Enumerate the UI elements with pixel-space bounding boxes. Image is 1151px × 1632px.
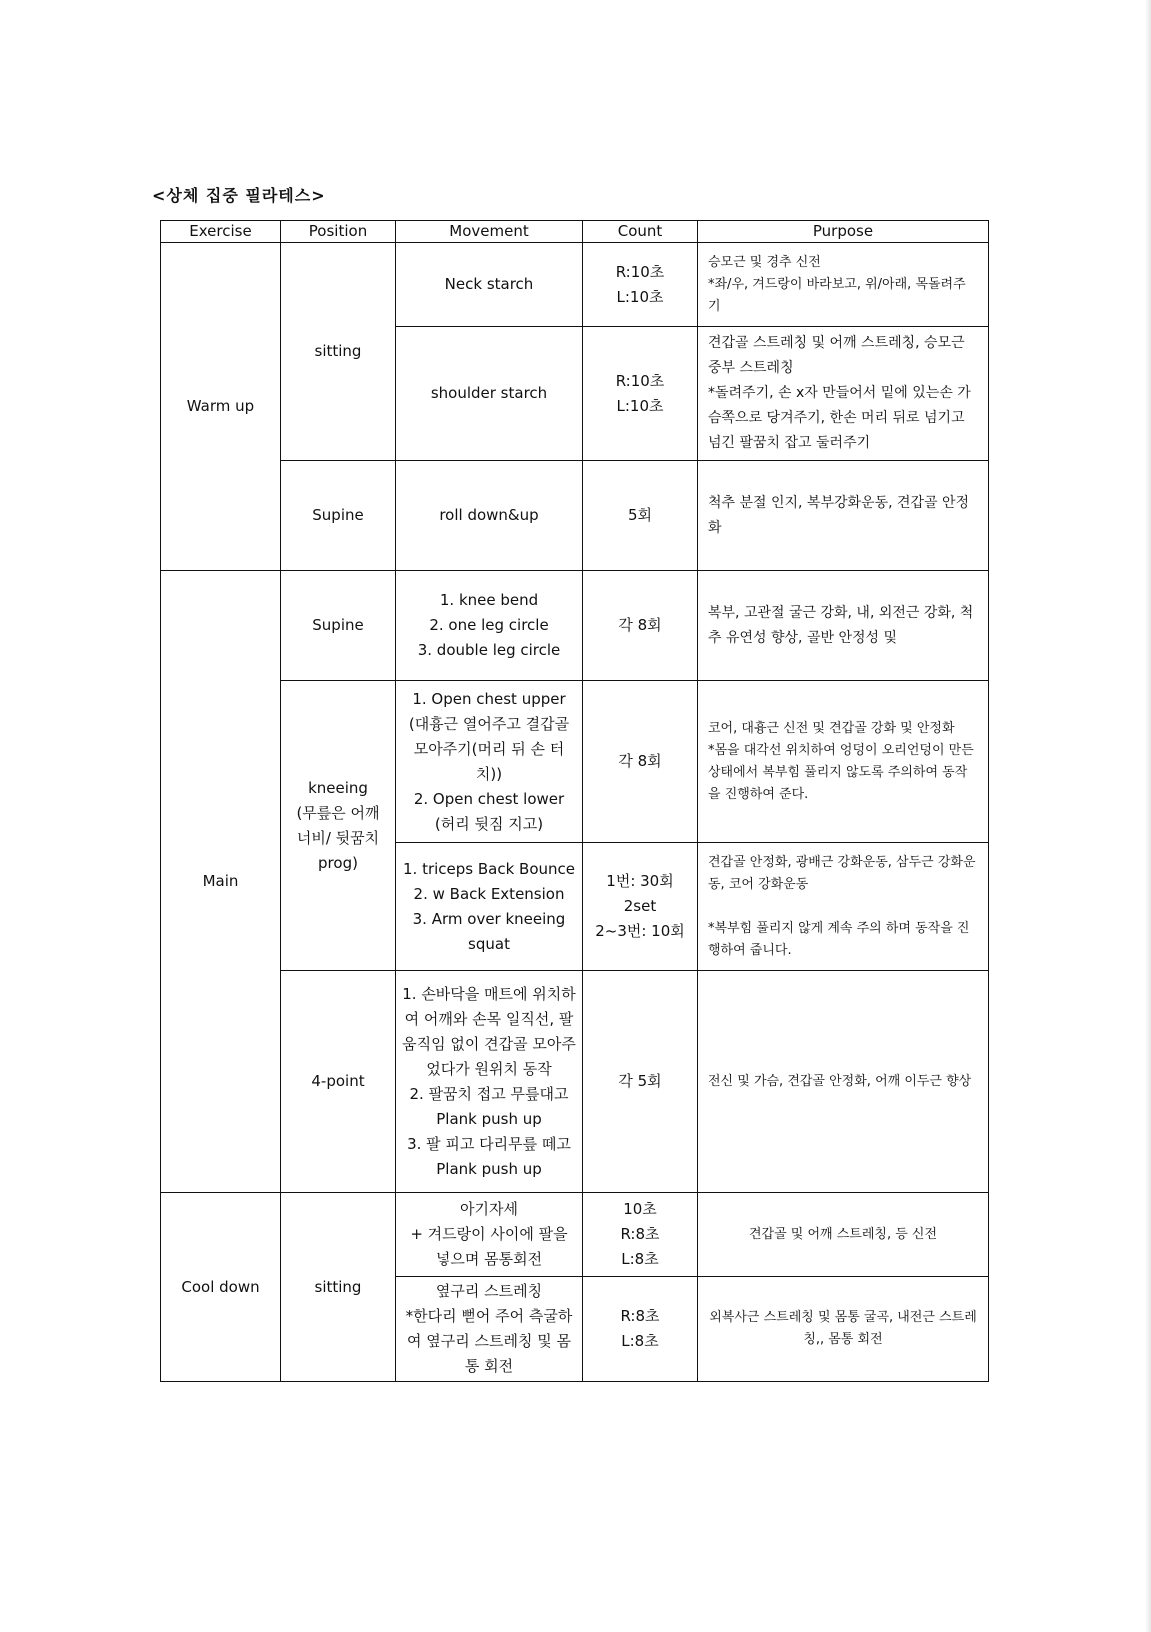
pilates-routine-table xyxy=(160,220,989,1382)
count-open-chest: 각 8회 xyxy=(583,681,698,843)
exercise-cooldown: Cool down xyxy=(161,1193,281,1382)
count-triceps: 1번: 30회 2set 2~3번: 10회 xyxy=(583,843,698,971)
movement-neck: Neck starch xyxy=(396,243,583,327)
position-supine-main: Supine xyxy=(281,571,396,681)
document-title: <상체 집중 필라테스> xyxy=(152,186,326,205)
purpose-side-stretch: 외복사근 스트레칭 및 몸통 굴곡, 내전근 스트레칭,, 몸통 회전 xyxy=(698,1277,989,1382)
exercise-warmup: Warm up xyxy=(161,243,281,571)
purpose-triceps: 견갑골 안정화, 광배근 강화운동, 삼두근 강화운동, 코어 강화운동 *복부힘 풀리지 않게 계속 주의 하며 동작을 진행하여 줍니다. xyxy=(698,843,989,971)
table-row-neck xyxy=(161,243,989,327)
purpose-neck: 승모근 및 경추 신전 *좌/우, 겨드랑이 바라보고, 위/아래, 목돌려주기 xyxy=(698,243,989,327)
movement-shoulder: shoulder starch xyxy=(396,327,583,461)
header-row xyxy=(161,221,989,243)
count-neck: R:10초 L:10초 xyxy=(583,243,698,327)
count-shoulder: R:10초 L:10초 xyxy=(583,327,698,461)
movement-side-stretch: 옆구리 스트레칭 *한다리 뻗어 주어 측굴하여 옆구리 스트레칭 및 몸통 회전 xyxy=(396,1277,583,1382)
purpose-main-supine: 복부, 고관절 굴근 강화, 내, 외전근 강화, 척추 유연성 향상, 골반 안정성 및 xyxy=(698,571,989,681)
header-exercise: Exercise xyxy=(161,221,281,243)
position-cooldown-sitting: sitting xyxy=(281,1193,396,1382)
position-sitting: sitting xyxy=(281,243,396,461)
count-side-stretch: R:8초 L:8초 xyxy=(583,1277,698,1382)
header-purpose: Purpose xyxy=(698,221,989,243)
purpose-open-chest: 코어, 대흉근 신전 및 견갑골 강화 및 안정화 *몸을 대각선 위치하여 엉덩이 오리언덩이 만든 상태에서 복부힘 풀리지 않도록 주의하여 동작을 진행하여 준다. xyxy=(698,681,989,843)
header-movement: Movement xyxy=(396,221,583,243)
exercise-main: Main xyxy=(161,571,281,1193)
table-row-main-supine xyxy=(161,571,989,681)
table-row-fourpoint xyxy=(161,971,989,1193)
position-supine-warmup: Supine xyxy=(281,461,396,571)
movement-main-supine: 1. knee bend 2. one leg circle 3. double leg circle xyxy=(396,571,583,681)
count-fourpoint: 각 5회 xyxy=(583,971,698,1193)
purpose-roll: 척추 분절 인지, 복부강화운동, 견갑골 안정화 xyxy=(698,461,989,571)
movement-roll: roll down&up xyxy=(396,461,583,571)
movement-baby-pose: 아기자세 + 겨드랑이 사이에 팔을 넣으며 몸통회전 xyxy=(396,1193,583,1277)
movement-triceps: 1. triceps Back Bounce 2. w Back Extension 3. Arm over kneeing squat xyxy=(396,843,583,971)
header-position: Position xyxy=(281,221,396,243)
purpose-fourpoint: 전신 및 가슴, 견갑골 안정화, 어깨 이두근 향상 xyxy=(698,971,989,1193)
count-main-supine: 각 8회 xyxy=(583,571,698,681)
table-row-roll xyxy=(161,461,989,571)
count-roll: 5회 xyxy=(583,461,698,571)
count-baby-pose: 10초 R:8초 L:8초 xyxy=(583,1193,698,1277)
position-fourpoint: 4-point xyxy=(281,971,396,1193)
purpose-shoulder: 견갑골 스트레칭 및 어깨 스트레칭, 승모근 중부 스트레칭 *돌려주기, 손 x자 만들어서 밑에 있는손 가슴쪽으로 당겨주기, 한손 머리 뒤로 넘기고 넘긴 팔꿈치 잡고 둘러주기 xyxy=(698,327,989,461)
table-row-baby-pose xyxy=(161,1193,989,1277)
header-count: Count xyxy=(583,221,698,243)
purpose-baby-pose: 견갑골 및 어깨 스트레칭, 등 신전 xyxy=(698,1193,989,1277)
position-kneeing: kneeing (무릎은 어깨 너비/ 뒷꿈치 prog) xyxy=(281,681,396,971)
movement-fourpoint: 1. 손바닥을 매트에 위치하여 어깨와 손목 일직선, 팔움직임 없이 견갑골 모아주었다가 원위치 동작 2. 팔꿈치 접고 무릎대고 Plank push up 3. 팔 피고 다리무릎 떼고 Plank push up xyxy=(396,971,583,1193)
page-edge-shadow xyxy=(1145,0,1151,1632)
movement-open-chest: 1. Open chest upper (대흉근 열어주고 결갑골 모아주기(머리 뒤 손 터치)) 2. Open chest lower (허리 뒷짐 지고) xyxy=(396,681,583,843)
table-row-open-chest xyxy=(161,681,989,843)
